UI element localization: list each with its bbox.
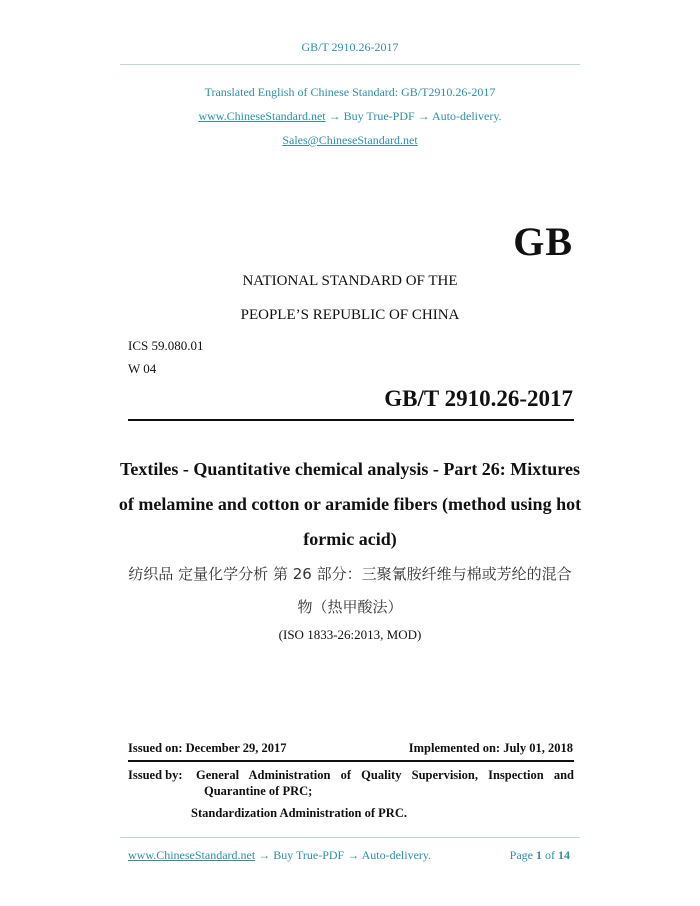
issued-by-line3: Standardization Administration of PRC. — [191, 806, 407, 820]
arrow-icon: → — [347, 848, 360, 862]
promo-site-link[interactable]: www.ChineseStandard.net — [198, 109, 326, 123]
page-total: 14 — [558, 848, 570, 862]
promo-line: Translated English of Chinese Standard: GB/T2910.26-2017 — [204, 85, 496, 99]
promo-buy-text: Buy True-PDF — [343, 109, 415, 123]
footer-site-link[interactable]: www.ChineseStandard.net — [128, 848, 256, 862]
header-code: GB/T 2910.26-2017 — [301, 40, 399, 54]
title-rule — [128, 419, 574, 421]
implemented-on: Implemented on: July 01, 2018 — [408, 741, 573, 755]
issued-by-line2: Quarantine of PRC; — [204, 784, 313, 798]
gb-logo: GB — [513, 219, 573, 264]
of-label: of — [545, 848, 555, 862]
issued-by-line1: General Administration of Quality Supervision, Inspection and — [196, 768, 574, 782]
title-en-line3: formic acid) — [303, 529, 397, 549]
page-number: 1 — [536, 848, 542, 862]
page-label: Page — [509, 848, 533, 862]
national-standard-line1: NATIONAL STANDARD OF THE — [242, 273, 458, 289]
iso-reference: (ISO 1833-26:2013, MOD) — [278, 627, 422, 642]
footer-delivery-text: Auto-delivery. — [361, 848, 432, 862]
w-code: W 04 — [128, 361, 157, 376]
footer-links — [128, 848, 431, 863]
arrow-icon: → — [258, 848, 271, 862]
issued-on: Issued on: December 29, 2017 — [128, 741, 287, 755]
issued-by-label: Issued by: — [128, 768, 183, 782]
footer-buy-text: Buy True-PDF — [273, 848, 345, 862]
arrow-icon: → — [328, 109, 341, 123]
promo-email-link[interactable]: Sales@ChineseStandard.net — [282, 133, 418, 147]
promo-delivery-text: Auto-delivery. — [432, 109, 502, 123]
promo-links — [0, 109, 700, 124]
issued-rule — [128, 760, 574, 762]
page-indicator — [510, 848, 570, 863]
ics-code: ICS 59.080.01 — [128, 338, 204, 353]
arrow-icon: → — [417, 109, 430, 123]
title-cn-line1: 纺织品 定量化学分析 第 26 部分：三聚氰胺纤维与棉或芳纶的混合 — [128, 565, 572, 583]
promo-email-row — [0, 133, 700, 148]
standard-number: GB/T 2910.26-2017 — [384, 386, 573, 411]
title-cn-line2: 物（热甲酸法） — [297, 598, 403, 616]
footer-divider — [120, 837, 580, 838]
header-divider — [120, 64, 580, 65]
title-en-line2: of melamine and cotton or aramide fibers (method using hot — [118, 494, 582, 514]
national-standard-line2: PEOPLE’S REPUBLIC OF CHINA — [240, 307, 460, 323]
title-en-line1: Textiles - Quantitative chemical analysis - Part 26: Mixtures — [120, 459, 580, 479]
